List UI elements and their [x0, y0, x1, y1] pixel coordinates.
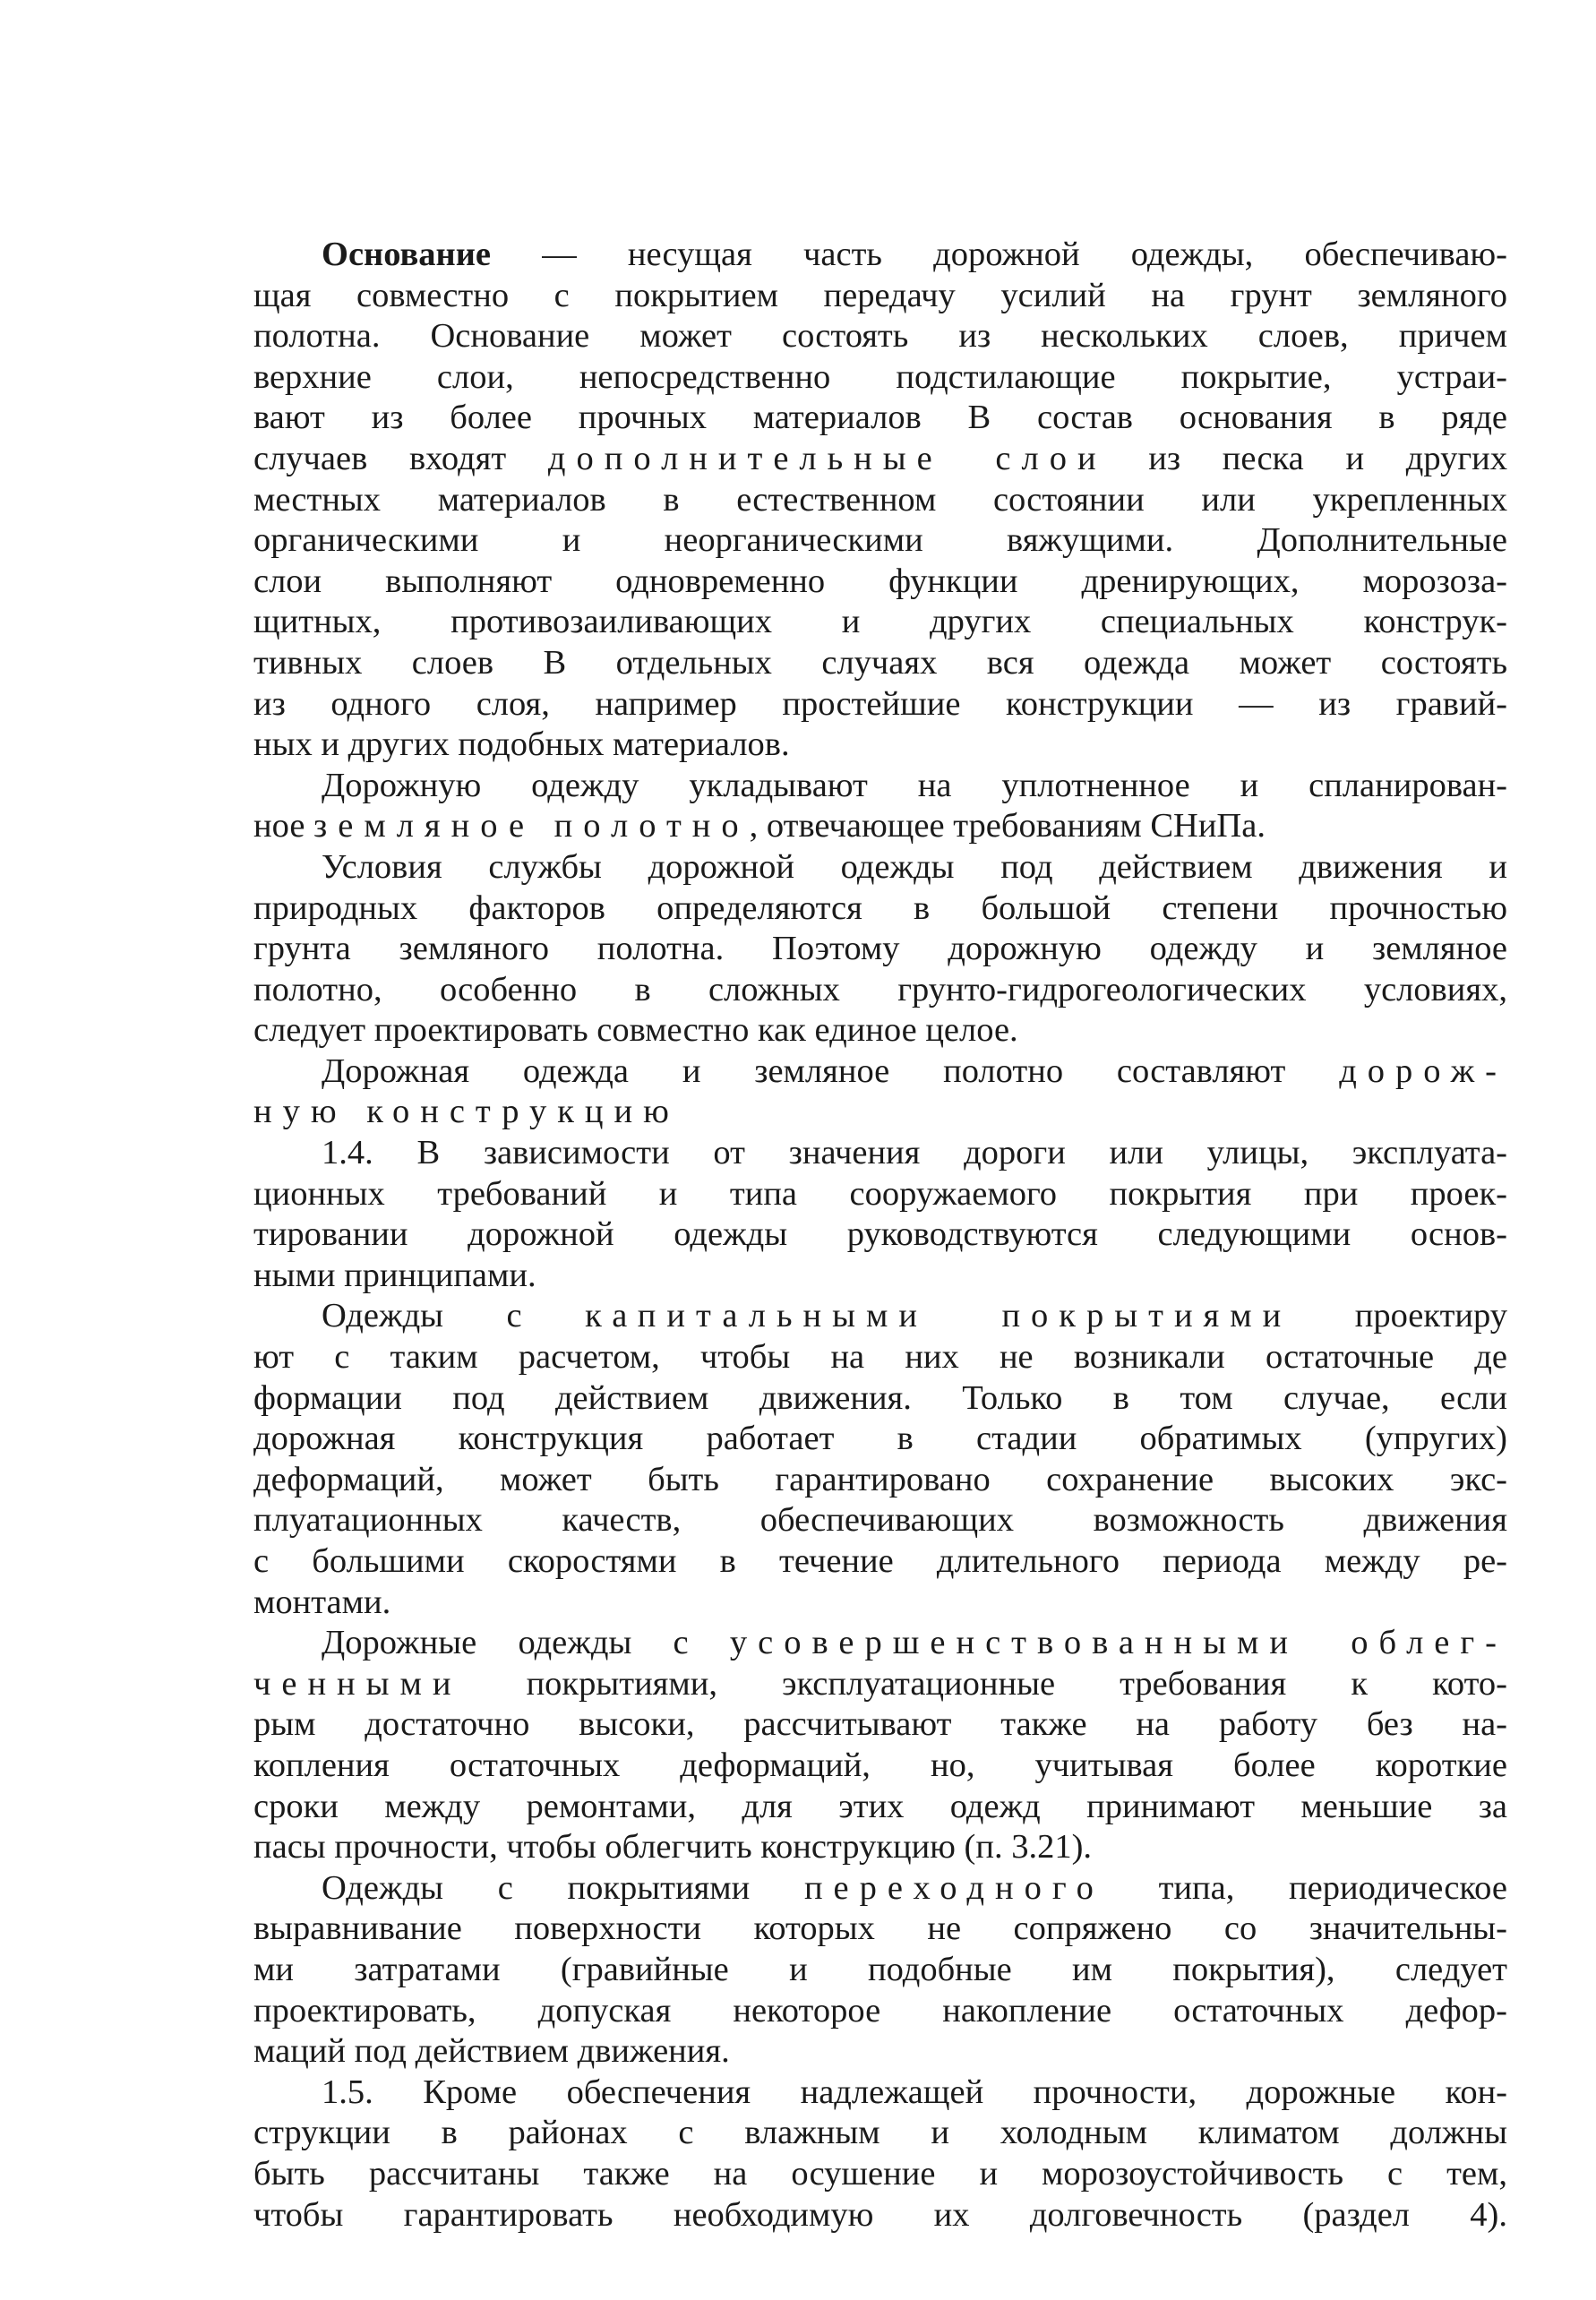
- text-line: быть рассчитаны также на осушение и морозоустойчивость с тем,: [253, 2154, 1507, 2193]
- text-line: с большими скоростями в течение длительного периода между ре-: [253, 1542, 1507, 1580]
- text-line: пасы прочности, чтобы облегчить конструкцию (п. 3.21).: [253, 1828, 1093, 1867]
- text-line: монтами.: [253, 1583, 391, 1621]
- text-line: грунта земляного полотна. Поэтому дорожную одежду и земляное: [253, 930, 1507, 968]
- text-line: щитных, противозаиливающих и других специальных конструк-: [253, 603, 1507, 641]
- text-line: струкции в районах с влажным и холодным климатом должны: [253, 2114, 1507, 2152]
- text-line: ных и других подобных материалов.: [253, 725, 790, 764]
- text-line: чтобы гарантировать необходимую их долговечность (раздел 4).: [253, 2195, 1507, 2234]
- text-line: сроки между ремонтами, для этих одежд принимают меньшие за: [253, 1787, 1507, 1825]
- text-line: маций под действием движения.: [253, 2032, 730, 2071]
- text-line: вают из более прочных материалов В состав основания в ряде: [253, 399, 1507, 437]
- text-line: ционных требований и типа сооружаемого покрытия при проек-: [253, 1174, 1507, 1213]
- text-line: ное земляное полотно, отвечающее требованиям СНиПа.: [253, 807, 1266, 845]
- text-line: тировании дорожной одежды руководствуются следующими основ-: [253, 1215, 1507, 1254]
- text-line: выравнивание поверхности которых не сопряжено со значительны-: [253, 1910, 1507, 1948]
- text-line: плуатационных качеств, обеспечивающих возможность движения: [253, 1501, 1507, 1540]
- text-line: ми затратами (гравийные и подобные им покрытия), следует: [253, 1950, 1507, 1988]
- text-line: Основание — несущая часть дорожной одежды, обеспечиваю-: [322, 236, 1507, 273]
- text-line: ную конструкцию: [253, 1093, 680, 1131]
- text-line: Дорожные одежды с усовершенствованными облег-: [322, 1624, 1507, 1662]
- text-line: ют с таким расчетом, чтобы на них не возникали остаточные де: [253, 1338, 1507, 1377]
- text-line: формации под действием движения. Только в том случае, если: [253, 1378, 1507, 1417]
- body-text: [253, 235, 1507, 2236]
- text-line: тивных слоев В отдельных случаях вся одежда может состоять: [253, 643, 1507, 682]
- text-line: деформаций, может быть гарантировано сохранение высоких экс-: [253, 1460, 1507, 1498]
- text-line: Одежды с капитальными покрытиями проектиру: [322, 1297, 1508, 1335]
- text-line: Одежды с покрытиями переходного типа, периодическое: [322, 1868, 1507, 1907]
- text-line: ными принципами.: [253, 1256, 536, 1294]
- text-line: природных факторов определяются в большой степени прочностью: [253, 888, 1507, 927]
- text-line: следует проектировать совместно как единое целое.: [253, 1011, 1018, 1050]
- text-line: слои выполняют одновременно функции дренирующих, морозоза-: [253, 562, 1507, 600]
- text-line: случаев входят дополнительные слои из песка и других: [253, 439, 1507, 477]
- text-line: проектировать, допуская некоторое накопление остаточных дефор-: [253, 1991, 1507, 2030]
- text-line: ченными покрытиями, эксплуатационные требования к кото-: [253, 1664, 1507, 1703]
- text-line: рым достаточно высоки, рассчитывают также на работу без на-: [253, 1705, 1507, 1744]
- text-line: верхние слои, непосредственно подстилающие покрытие, устраи-: [253, 357, 1507, 396]
- text-line: органическими и неорганическими вяжущими. Дополнительные: [253, 521, 1507, 560]
- text-line: полотно, особенно в сложных грунто-гидрогеологических условиях,: [253, 970, 1507, 1008]
- text-line: щая совместно с покрытием передачу усилий на грунт земляного: [253, 276, 1507, 314]
- text-line: из одного слоя, например простейшие конструкции — из гравий-: [253, 684, 1507, 723]
- text-line: местных материалов в естественном состоянии или укрепленных: [253, 480, 1507, 519]
- text-line: дорожная конструкция работает в стадии обратимых (упругих): [253, 1420, 1507, 1458]
- text-line: Дорожную одежду укладывают на уплотненное и спланирован-: [322, 766, 1507, 804]
- text-line: Условия службы дорожной одежды под действием движения и: [322, 847, 1507, 886]
- text-line: копления остаточных деформаций, но, учитывая более короткие: [253, 1746, 1507, 1784]
- text-line: 1.5. Кроме обеспечения надлежащей прочности, дорожные кон-: [322, 2073, 1507, 2111]
- text-line: Дорожная одежда и земляное полотно составляют дорож-: [322, 1051, 1507, 1090]
- text-line: 1.4. В зависимости от значения дороги или улицы, эксплуата-: [322, 1134, 1507, 1172]
- text-line: полотна. Основание может состоять из нескольких слоев, причем: [253, 317, 1507, 356]
